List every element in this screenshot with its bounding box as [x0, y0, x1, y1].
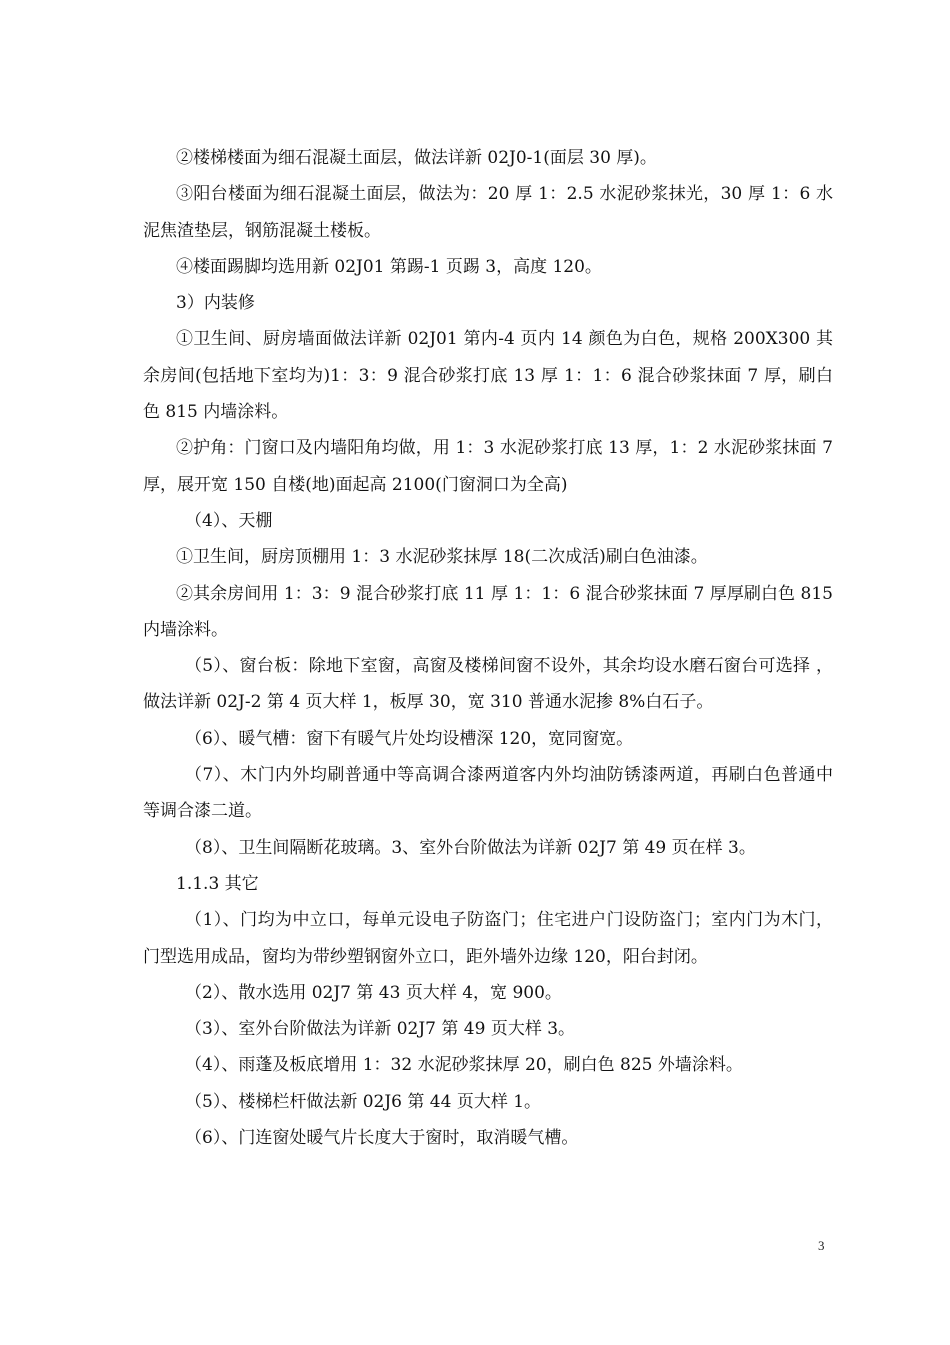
paragraph-ceiling-bathroom: ①卫生间，厨房顶棚用 1：3 水泥砂浆抹厚 18(二次成活)刷白色油漆。: [176, 547, 708, 568]
paragraph-canopy: （4）、雨蓬及板底增用 1：32 水泥砂浆抹厚 20，刷白色 825 外墙涂料。: [185, 1055, 743, 1076]
paragraph-window-sill: （5）、窗台板：除地下室窗，高窗及楼梯间窗不设外，其余均设水磨石窗台可选择 ，做法详新 02J-2 第 4 页大样 1，板厚 30，宽 310 普通水泥掺 8%白石子。: [143, 656, 833, 713]
paragraph-balcony-floor: ③阳台楼面为细石混凝土面层，做法为：20 厚 1：2.5 水泥砂浆抹光，30 厚 1：6 水泥焦渣垫层，钢筋混凝土楼板。: [143, 184, 833, 241]
paragraph-outdoor-steps: （3）、室外台阶做法为详新 02J7 第 49 页大样 3。: [185, 1019, 576, 1040]
page-number: 3: [818, 1238, 825, 1253]
paragraph-partition-glass: （8）、卫生间隔断花玻璃。3、室外台阶做法为详新 02J7 第 49 页在样 3。: [185, 837, 756, 858]
paragraph-apron: （2）、散水选用 02J7 第 43 页大样 4，宽 900。: [185, 982, 562, 1003]
heading-interior-finish: 3）内装修: [176, 293, 255, 314]
heading-ceiling: （4）、天棚: [185, 510, 273, 531]
paragraph-doors-windows: （1）、门均为中立口，每单元设电子防盗门；住宅进户门设防盗门；室内门为木门，门型选用成品，窗均为带纱塑钢窗外立口，距外墙外边缘 120，阳台封闭。: [143, 910, 833, 967]
paragraph-stair-railing: （5）、楼梯栏杆做法新 02J6 第 44 页大样 1。: [185, 1091, 542, 1112]
paragraph-stair-floor: ②楼梯楼面为细石混凝土面层，做法详新 02J0-1(面层 30 厚)。: [176, 148, 657, 168]
paragraph-wood-door-paint: （7）、木门内外均刷普通中等高调合漆两道客内外均油防锈漆两道，再刷白色普通中等调合漆二道。: [143, 765, 833, 822]
paragraph-skirting: ④楼面踢脚均选用新 02J01 第踢-1 页踢 3，高度 120。: [176, 256, 602, 277]
paragraph-ceiling-other: ②其余房间用 1：3：9 混合砂浆打底 11 厚 1：1：6 混合砂浆抹面 7 厚厚刷白色 815 内墙涂料。: [143, 583, 833, 640]
paragraph-wall-finish: ①卫生间、厨房墙面做法详新 02J01 第内-4 页内 14 颜色为白色，规格 200X300 其余房间(包括地下室均为)1：3：9 混合砂浆打底 13 厚 1：1：6 混合砂浆抹面 7 厚，刷白色 815 内墙涂料。: [143, 329, 833, 423]
paragraph-radiator-slot: （6）、暖气槽：窗下有暖气片处均设槽深 120，宽同窗宽。: [185, 728, 634, 749]
heading-other: 1.1.3 其它: [176, 873, 259, 894]
paragraph-door-window-radiator: （6）、门连窗处暖气片长度大于窗时，取消暖气槽。: [185, 1128, 579, 1149]
document-body: [143, 140, 833, 1156]
paragraph-corner-guard: ②护角：门窗口及内墙阳角均做，用 1：3 水泥砂浆打底 13 厚，1：2 水泥砂浆抹面 7 厚，展开宽 150 自楼(地)面起高 2100(门窗洞口为全高): [143, 438, 833, 495]
